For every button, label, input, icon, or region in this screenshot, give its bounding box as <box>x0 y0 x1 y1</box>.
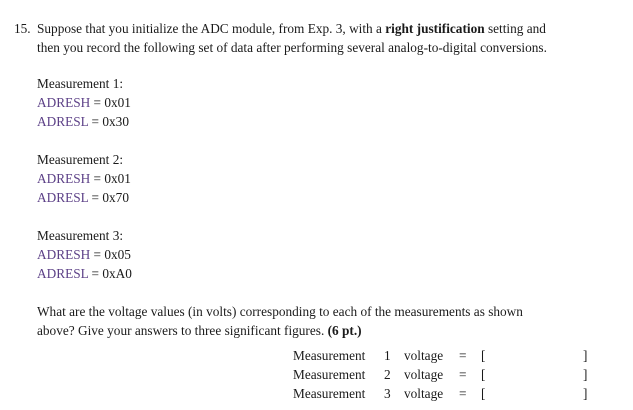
answer-equals: = <box>459 386 467 401</box>
question-text <box>37 302 523 340</box>
answer-number: 1 <box>384 348 391 363</box>
intro-line-2: then you record the following set of data after performing several analog-to-digital conversions. <box>37 40 547 55</box>
answer-label: Measurement <box>293 367 366 382</box>
intro-text-post: setting and <box>484 21 546 36</box>
answer-number: 3 <box>384 386 391 401</box>
question-line-1: What are the voltage values (in volts) corresponding to each of the measurements as shown <box>37 304 523 319</box>
answer-row-3 <box>0 384 633 403</box>
adresh-label: ADRESH <box>37 95 91 110</box>
answer-row-2 <box>0 365 633 384</box>
adresh-line <box>37 245 132 264</box>
intro-bold-right-justification: right justification <box>385 21 485 36</box>
answer-row-1 <box>0 346 633 365</box>
adresl-value: = 0xA0 <box>88 266 132 281</box>
answer-label: Measurement <box>293 348 366 363</box>
measurement-title: Measurement 3: <box>37 228 124 243</box>
answer-blank-open[interactable]: [ <box>481 348 486 363</box>
answer-voltage-word: voltage <box>404 348 444 363</box>
points-label: (6 pt.) <box>327 323 362 338</box>
adresl-line <box>37 264 132 283</box>
answer-equals: = <box>459 348 467 363</box>
problem-intro <box>37 19 617 57</box>
answer-blank-close[interactable]: ] <box>583 348 588 363</box>
measurement-title: Measurement 1: <box>37 76 124 91</box>
adresh-line <box>37 169 131 188</box>
adresl-value: = 0x70 <box>88 190 129 205</box>
adresh-value: = 0x01 <box>90 95 131 110</box>
question-line-2 <box>37 321 523 340</box>
answer-blank-close[interactable]: ] <box>583 386 588 401</box>
measurement-block-2 <box>37 150 131 207</box>
adresl-label: ADRESL <box>37 266 89 281</box>
measurement-block-3 <box>37 226 132 283</box>
adresh-label: ADRESH <box>37 171 91 186</box>
measurement-block-1 <box>37 74 131 131</box>
adresl-label: ADRESL <box>37 114 89 129</box>
answer-equals: = <box>459 367 467 382</box>
question-text-pre: above? Give your answers to three significant figures. <box>37 323 328 338</box>
intro-text-pre: Suppose that you initialize the ADC module, from Exp. 3, with a <box>37 21 386 36</box>
problem-number: 15. <box>14 21 31 36</box>
adresh-value: = 0x01 <box>90 171 131 186</box>
answer-voltage-word: voltage <box>404 386 444 401</box>
adresl-line <box>37 112 131 131</box>
answer-voltage-word: voltage <box>404 367 444 382</box>
adresl-line <box>37 188 131 207</box>
intro-line-1 <box>37 19 617 38</box>
answer-blank-open[interactable]: [ <box>481 386 486 401</box>
answer-blank-close[interactable]: ] <box>583 367 588 382</box>
measurement-title: Measurement 2: <box>37 152 124 167</box>
answer-label: Measurement <box>293 386 366 401</box>
adresh-line <box>37 93 131 112</box>
adresh-label: ADRESH <box>37 247 91 262</box>
adresl-label: ADRESL <box>37 190 89 205</box>
answer-blank-open[interactable]: [ <box>481 367 486 382</box>
answer-number: 2 <box>384 367 391 382</box>
adresl-value: = 0x30 <box>88 114 129 129</box>
adresh-value: = 0x05 <box>90 247 131 262</box>
